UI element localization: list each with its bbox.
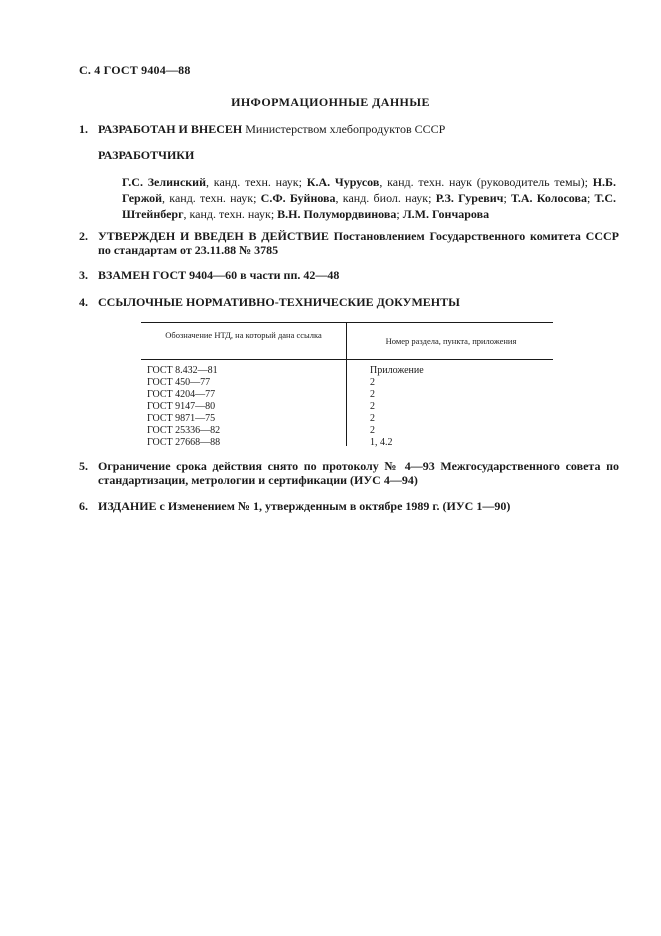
developer-name: Т.С. Штейнберг [122, 191, 617, 221]
table-row [147, 401, 547, 413]
table-cell-doc: ГОСТ 9147—80 [147, 401, 216, 412]
item-1-bold: РАЗРАБОТАН И ВНЕСЕН [98, 122, 243, 136]
developer-role: , канд. техн. наук; [183, 207, 278, 221]
table-cell-ref: 2 [370, 389, 375, 400]
table-cell-doc: ГОСТ 4204—77 [147, 389, 216, 400]
item-6-text: ИЗДАНИЕ с Изменением № 1, утвержденным в октябре 1989 г. (ИУС 1—90) [98, 499, 511, 513]
table-cell-ref: 2 [370, 425, 375, 436]
table-cell-doc: ГОСТ 27668—88 [147, 437, 221, 448]
developer-role: ; [503, 191, 512, 205]
table-cell-ref: 2 [370, 413, 375, 424]
developer-role: ; [396, 207, 403, 221]
developer-role: , канд. техн. наук; [206, 175, 307, 189]
table-header-section: Номер раздела, пункта, приложения [385, 336, 517, 346]
item-1-developed [79, 122, 619, 136]
table-header-document: Обозначение НТД, на который дана ссылка [165, 330, 322, 340]
item-number: 5. [79, 459, 88, 473]
developer-role: , канд. биол. наук; [335, 191, 436, 205]
table-top-rule [141, 322, 553, 323]
table-row [147, 389, 547, 401]
item-5-text: Ограничение срока действия снято по протоколу № 4—93 Межгосударственного совета по стандартизации, метрологии и сертификации (ИУС 4—94) [98, 459, 619, 487]
table-row [147, 365, 547, 377]
developers-heading: РАЗРАБОТЧИКИ [98, 148, 195, 162]
table-cell-doc: ГОСТ 8.432—81 [147, 365, 218, 376]
item-4-text: ССЫЛОЧНЫЕ НОРМАТИВНО-ТЕХНИЧЕСКИЕ ДОКУМЕНТЫ [98, 295, 460, 309]
developer-name: К.А. Чурусов [306, 175, 380, 189]
table-row [147, 437, 547, 449]
item-number: 2. [79, 229, 88, 243]
table-cell-ref: 2 [370, 377, 375, 388]
page-header: С. 4 ГОСТ 9404—88 [79, 63, 191, 77]
developer-role: , канд. техн. наук (руководитель темы); [379, 175, 593, 189]
item-number: 6. [79, 499, 88, 513]
developer-role: , канд. техн. наук; [162, 191, 261, 205]
table-cell-ref: 2 [370, 401, 375, 412]
table-cell-doc: ГОСТ 9871—75 [147, 413, 216, 424]
developer-name: С.Ф. Буйнова [260, 191, 336, 205]
developer-name: В.Н. Полумордвинова [277, 207, 397, 221]
table-cell-doc: ГОСТ 25336—82 [147, 425, 221, 436]
table-row [147, 413, 547, 425]
developer-name: Н.Б. Гержой [122, 175, 616, 205]
developer-name: Г.С. Зелинский [122, 175, 207, 189]
item-2-bold: УТВЕРЖДЕН И ВВЕДЕН В ДЕЙСТВИЕ [98, 229, 329, 243]
item-number: 4. [79, 295, 88, 309]
item-2-approved [79, 229, 619, 257]
item-number: 1. [79, 122, 88, 136]
page-title: ИНФОРМАЦИОННЫЕ ДАННЫЕ [231, 95, 430, 109]
table-cell-ref: 1, 4.2 [370, 437, 393, 448]
table-cell-ref: Приложение [370, 365, 424, 376]
item-4-references [79, 295, 619, 309]
developers-list [122, 174, 616, 222]
item-3-text: ВЗАМЕН ГОСТ 9404—60 в части пп. 42—48 [98, 268, 340, 282]
developer-name: Т.А. Колосова [511, 191, 587, 205]
table-cell-doc: ГОСТ 450—77 [147, 377, 211, 388]
table-row [147, 377, 547, 389]
item-3-replaces [79, 268, 619, 282]
item-5-validity [79, 459, 619, 487]
table-row [147, 425, 547, 437]
table-header-rule [141, 359, 553, 360]
item-number: 3. [79, 268, 88, 282]
item-2-text: Постановлением Государственного комитета СССР по стандартам от 23.11.88 № 3785 [98, 229, 619, 257]
developer-name: Л.М. Гончарова [402, 207, 490, 221]
item-6-edition [79, 499, 619, 513]
item-1-text: Министерством хлебопродуктов СССР [242, 122, 446, 136]
developer-name: Р.З. Гуревич [435, 191, 504, 205]
developer-role: ; [586, 191, 595, 205]
